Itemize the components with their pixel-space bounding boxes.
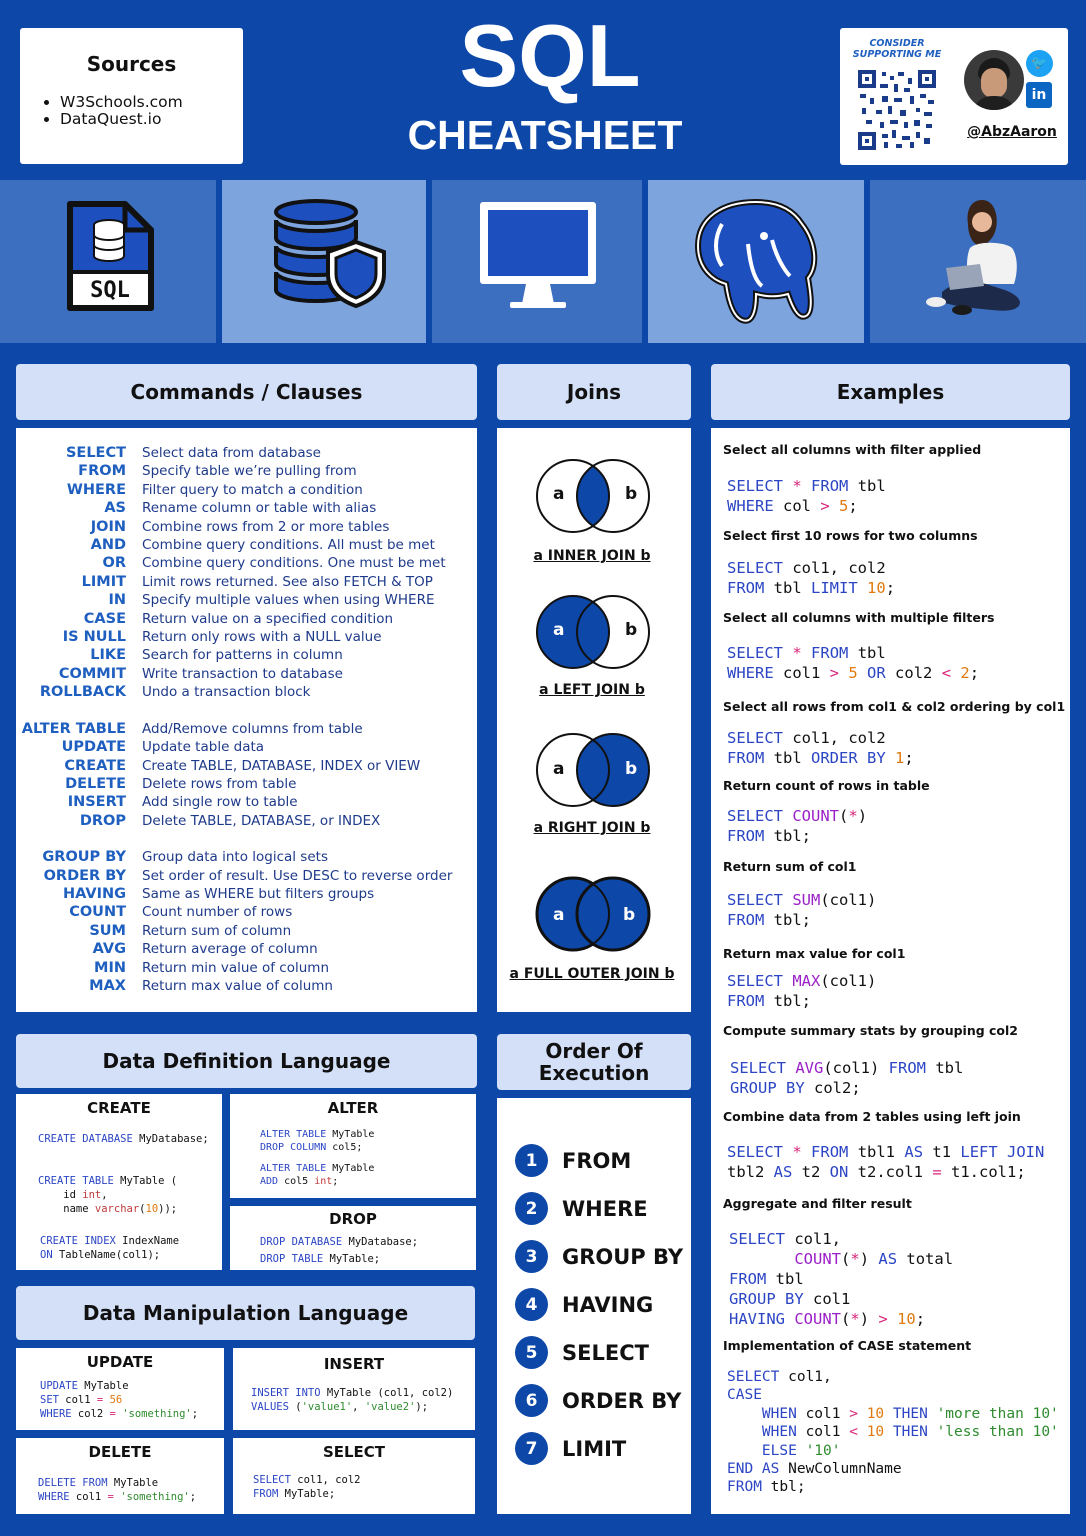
command-keyword: JOIN — [90, 518, 126, 535]
command-description: Update table data — [142, 739, 265, 756]
command-row — [16, 610, 477, 628]
step-label: LIMIT — [562, 1436, 627, 1461]
command-description: Return only rows with a NULL value — [142, 629, 382, 646]
example-title: Compute summary stats by grouping col2 — [723, 1023, 1019, 1038]
command-description: Return sum of column — [142, 922, 292, 939]
venn-label-a: a — [553, 484, 565, 504]
command-keyword: AND — [90, 537, 126, 554]
command-keyword: MAX — [89, 977, 126, 994]
command-row — [16, 683, 477, 701]
order-step — [515, 1432, 626, 1465]
twitter-icon[interactable]: 🐦 — [1026, 50, 1053, 77]
command-row — [16, 738, 477, 756]
ddl-alter-code-1: ALTER TABLE MyTable DROP COLUMN col5; — [260, 1129, 375, 1153]
support-line-2: SUPPORTING ME — [852, 49, 942, 60]
example-title: Return max value for col1 — [723, 946, 906, 961]
example-title: Combine data from 2 tables using left join — [723, 1109, 1021, 1124]
command-row — [16, 959, 477, 977]
command-keyword: AVG — [92, 941, 126, 958]
dml-select-box — [233, 1438, 475, 1514]
dml-insert-code: INSERT INTO MyTable (col1, col2) VALUES ('value1', 'value2'); — [251, 1387, 454, 1413]
commands-group-2 — [16, 720, 477, 830]
step-number: 4 — [515, 1288, 548, 1321]
command-row — [16, 499, 477, 517]
ddl-alter-box — [230, 1094, 476, 1198]
order-step — [515, 1144, 631, 1177]
command-row — [16, 462, 477, 480]
command-keyword: HAVING — [62, 885, 126, 902]
order-header: Order Of Execution — [497, 1034, 691, 1090]
command-description: Specify table we’re pulling from — [142, 463, 357, 480]
command-keyword: FROM — [78, 463, 126, 480]
command-description: Return min value of column — [142, 959, 330, 976]
command-row — [16, 775, 477, 793]
command-description: Filter query to match a condition — [142, 481, 363, 498]
example-code: SELECT col1, COUNT(*) AS total FROM tbl GROUP BY col1 HAVING COUNT(*) > 10; — [729, 1230, 954, 1328]
step-number: 1 — [515, 1144, 548, 1177]
command-row — [16, 885, 477, 903]
social-handle[interactable]: @AbzAaron — [967, 124, 1057, 140]
ddl-drop-box — [230, 1206, 476, 1270]
dml-insert-title: INSERT — [323, 1355, 385, 1373]
ddl-alter-code-2: ALTER TABLE MyTable ADD col5 int; — [260, 1163, 375, 1187]
example-code: SELECT AVG(col1) FROM tbl GROUP BY col2; — [730, 1059, 964, 1097]
person-laptop-icon — [922, 194, 1032, 316]
command-description: Select data from database — [142, 445, 321, 461]
database-shield-icon — [272, 198, 392, 310]
order-panel — [497, 1098, 691, 1514]
command-keyword: ORDER BY — [43, 867, 126, 884]
command-description: Combine rows from 2 or more tables — [142, 518, 390, 535]
example-code: SELECT * FROM tbl WHERE col1 > 5 OR col2 < 2; — [727, 644, 980, 682]
full-outer-join-label: a FULL OUTER JOIN b — [509, 966, 675, 982]
command-row — [16, 940, 477, 958]
icon-panel — [648, 180, 864, 343]
command-row — [16, 554, 477, 572]
example-title: Select all columns with filter applied — [723, 442, 982, 457]
ddl-drop-title: DROP — [329, 1210, 377, 1228]
examples-panel — [711, 428, 1070, 1514]
step-label: FROM — [562, 1148, 632, 1173]
command-description: Search for patterns in column — [142, 647, 343, 664]
example-code: SELECT col1, col2 FROM tbl ORDER BY 1; — [727, 729, 914, 767]
command-keyword: DELETE — [65, 775, 126, 792]
order-step — [515, 1288, 653, 1321]
command-keyword: SUM — [89, 922, 126, 939]
command-description: Group data into logical sets — [142, 849, 328, 866]
venn-label-a: a — [553, 620, 565, 640]
command-keyword: UPDATE — [61, 739, 126, 756]
icon-panel — [870, 180, 1086, 343]
command-keyword: WHERE — [66, 481, 126, 498]
step-number: 2 — [515, 1192, 548, 1225]
command-row — [16, 518, 477, 536]
command-keyword: INSERT — [67, 794, 126, 811]
inner-join-label: a INNER JOIN b — [533, 548, 651, 564]
command-keyword: MIN — [94, 959, 126, 976]
command-description: Set order of result. Use DESC to reverse order — [142, 867, 453, 884]
command-row — [16, 481, 477, 499]
command-description: Count number of rows — [142, 904, 293, 921]
linkedin-icon[interactable]: in — [1026, 82, 1052, 108]
command-row — [16, 591, 477, 609]
venn-label-b: b — [625, 484, 638, 504]
order-step — [515, 1384, 681, 1417]
command-keyword: CREATE — [64, 757, 126, 774]
command-description: Rename column or table with alias — [142, 500, 377, 517]
example-title: Select first 10 rows for two columns — [723, 528, 978, 543]
ddl-create-code-1: CREATE DATABASE MyDatabase; — [38, 1133, 209, 1145]
support-box — [840, 28, 1068, 165]
source-item: • W3Schools.com — [60, 94, 183, 111]
dml-delete-box — [16, 1438, 224, 1514]
monitor-icon — [478, 200, 598, 312]
command-keyword: LIMIT — [81, 573, 126, 590]
order-step — [515, 1336, 649, 1369]
command-row — [16, 536, 477, 554]
example-code: SELECT SUM(col1) FROM tbl; — [727, 891, 877, 929]
order-step — [515, 1192, 648, 1225]
example-title: Return count of rows in table — [723, 778, 930, 793]
example-title: Select all rows from col1 & col2 ordering by col1 — [723, 699, 1066, 714]
ddl-create-box — [16, 1094, 222, 1270]
venn-label-b: b — [625, 759, 638, 779]
command-description: Return max value of column — [142, 977, 333, 994]
left-join-label: a LEFT JOIN b — [539, 682, 645, 698]
command-row — [16, 793, 477, 811]
command-description: Undo a transaction block — [142, 684, 311, 701]
command-description: Add single row to table — [142, 794, 298, 811]
command-description: Delete rows from table — [142, 775, 297, 792]
command-keyword: SELECT — [65, 445, 126, 461]
command-keyword: GROUP BY — [42, 849, 126, 866]
ddl-create-code-3: CREATE INDEX IndexName ON TableName(col1); — [40, 1235, 180, 1261]
dml-header: Data Manipulation Language — [16, 1286, 475, 1340]
command-description: Write transaction to database — [142, 665, 343, 682]
icon-panel — [432, 180, 642, 343]
sources-box — [20, 28, 243, 164]
order-step — [515, 1240, 683, 1273]
dml-insert-box — [233, 1348, 475, 1430]
command-description: Return value on a specified condition — [142, 610, 394, 627]
sources-list — [60, 94, 183, 128]
icon-strip — [0, 180, 1086, 343]
icon-panel — [0, 180, 216, 343]
sources-title: Sources — [86, 52, 177, 76]
command-description: Limit rows returned. See also FETCH & TOP — [142, 573, 433, 590]
command-row — [16, 444, 477, 462]
dml-update-box — [16, 1348, 224, 1430]
ddl-create-title: CREATE — [87, 1099, 151, 1117]
step-label: SELECT — [562, 1340, 649, 1365]
command-description: Specify multiple values when using WHERE — [142, 592, 435, 609]
command-keyword: COMMIT — [58, 665, 126, 682]
joins-header: Joins — [497, 364, 691, 420]
dml-delete-title: DELETE — [88, 1443, 152, 1461]
postgresql-elephant-icon — [692, 194, 820, 326]
ddl-header: Data Definition Language — [16, 1034, 477, 1088]
command-row — [16, 720, 477, 738]
example-title: Implementation of CASE statement — [723, 1338, 972, 1353]
command-keyword: AS — [104, 500, 126, 517]
command-row — [16, 867, 477, 885]
examples-header: Examples — [711, 364, 1070, 420]
commands-panel — [16, 428, 477, 1012]
ddl-drop-code: DROP DATABASE MyDatabase; DROP TABLE MyTable; — [260, 1236, 419, 1265]
venn-label-a: a — [553, 905, 565, 925]
command-description: Create TABLE, DATABASE, INDEX or VIEW — [142, 757, 421, 774]
icon-panel — [222, 180, 426, 343]
command-keyword: DROP — [79, 812, 126, 829]
example-code: SELECT * FROM tbl WHERE col > 5; — [727, 477, 886, 515]
command-keyword: IS NULL — [62, 629, 126, 646]
command-keyword: LIKE — [90, 647, 126, 664]
command-keyword: COUNT — [69, 904, 126, 921]
command-row — [16, 628, 477, 646]
commands-header: Commands / Clauses — [16, 364, 477, 420]
command-row — [16, 757, 477, 775]
step-label: ORDER BY — [562, 1388, 682, 1413]
venn-label-b: b — [623, 905, 636, 925]
command-description: Combine query conditions. One must be met — [142, 555, 446, 572]
sql-file-label: SQL — [90, 278, 130, 303]
command-description: Add/Remove columns from table — [142, 720, 363, 737]
command-row — [16, 977, 477, 995]
source-item: • DataQuest.io — [60, 111, 183, 128]
command-description: Return average of column — [142, 941, 318, 958]
avatar — [964, 50, 1024, 110]
step-label: GROUP BY — [562, 1244, 684, 1269]
example-code: SELECT col1, col2 FROM tbl LIMIT 10; — [727, 559, 896, 597]
command-row — [16, 665, 477, 683]
dml-update-code: UPDATE MyTable SET col1 = 56 WHERE col2 = 'something'; — [40, 1380, 199, 1420]
joins-panel — [497, 428, 691, 1012]
command-keyword: OR — [102, 555, 126, 572]
page-title: SQL — [459, 6, 641, 105]
venn-label-a: a — [553, 759, 565, 779]
right-join-label: a RIGHT JOIN b — [533, 820, 651, 836]
command-row — [16, 812, 477, 830]
step-label: WHERE — [562, 1196, 648, 1221]
page-subtitle: CHEATSHEET — [407, 112, 683, 158]
ddl-alter-title: ALTER — [327, 1099, 379, 1117]
command-keyword: ALTER TABLE — [21, 720, 126, 737]
step-number: 5 — [515, 1336, 548, 1369]
example-title: Aggregate and filter result — [723, 1196, 912, 1211]
step-number: 7 — [515, 1432, 548, 1465]
example-code: SELECT col1, CASE WHEN col1 > 10 THEN 'more than 10' WHEN col1 < 10 THEN 'less than 10' ELSE '10' END AS NewColumnName FROM tbl; — [727, 1369, 1059, 1496]
support-text — [852, 38, 942, 60]
ddl-create-code-2: CREATE TABLE MyTable ( id int, name varchar(10)); — [38, 1175, 178, 1215]
example-code: SELECT MAX(col1) FROM tbl; — [727, 972, 877, 1010]
step-number: 6 — [515, 1384, 548, 1417]
example-code: SELECT * FROM tbl1 AS t1 LEFT JOIN tbl2 AS t2 ON t2.col1 = t1.col1; — [727, 1143, 1045, 1181]
full-outer-join-venn — [531, 876, 655, 956]
command-row — [16, 573, 477, 591]
dml-update-title: UPDATE — [86, 1353, 154, 1371]
example-title: Return sum of col1 — [723, 859, 857, 874]
dml-select-code: SELECT col1, col2 FROM MyTable; — [253, 1474, 361, 1500]
example-code: SELECT COUNT(*) FROM tbl; — [727, 807, 868, 845]
command-row — [16, 646, 477, 664]
command-description: Delete TABLE, DATABASE, or INDEX — [142, 812, 381, 829]
dml-select-title: SELECT — [322, 1443, 386, 1461]
command-keyword: ROLLBACK — [39, 684, 126, 701]
command-keyword: IN — [108, 592, 126, 609]
qr-code-icon[interactable] — [858, 70, 936, 150]
commands-group-3 — [16, 848, 477, 995]
command-description: Combine query conditions. All must be met — [142, 537, 435, 554]
example-title: Select all columns with multiple filters — [723, 610, 995, 625]
dml-delete-code: DELETE FROM MyTable WHERE col1 = 'something'; — [38, 1477, 197, 1503]
step-number: 3 — [515, 1240, 548, 1273]
command-row — [16, 922, 477, 940]
support-line-1: CONSIDER — [869, 38, 925, 49]
commands-group-1 — [16, 444, 477, 702]
venn-label-b: b — [625, 620, 638, 640]
step-label: HAVING — [562, 1292, 654, 1317]
command-row — [16, 903, 477, 921]
command-row — [16, 848, 477, 866]
command-description: Same as WHERE but filters groups — [142, 885, 375, 902]
command-keyword: CASE — [83, 610, 126, 627]
